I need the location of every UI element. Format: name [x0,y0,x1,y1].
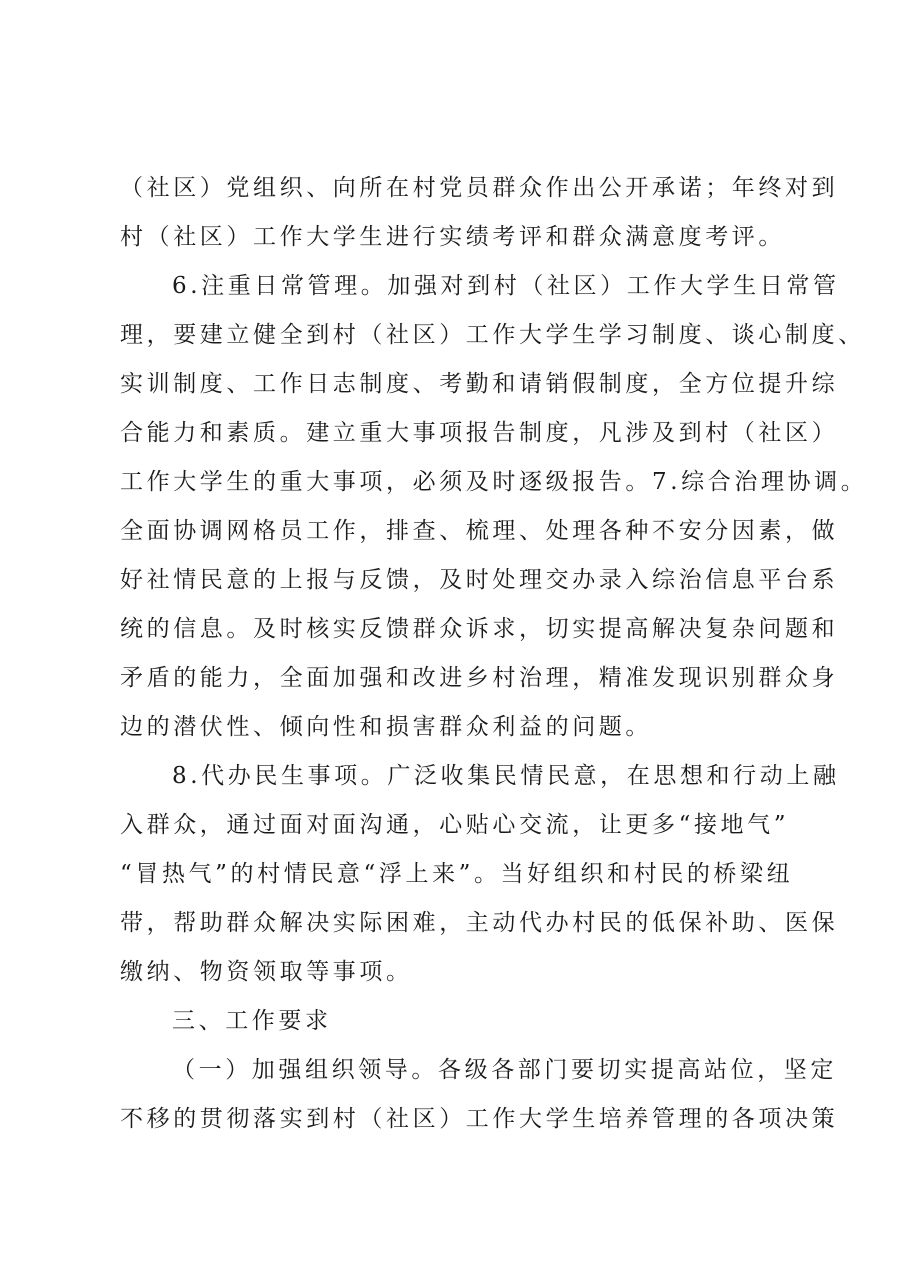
text-line: 统的信息。及时核实反馈群众诉求，切实提高解决复杂问题和 [120,616,839,642]
text-line: （社区）党组织、向所在村党员群众作出公开承诺；年终对到 [120,175,839,201]
text-line: （一）加强组织领导。各级各部门要切实提高站位，坚定 [172,1057,837,1083]
text-line: 实训制度、工作日志制度、考勤和请销假制度，全方位提升综 [120,371,839,397]
text-line: 8.代办民生事项。广泛收集民情民意，在思想和行动上融 [172,763,840,789]
text-line: 入群众，通过面对面沟通，心贴心交流，让更多“接地气” [120,812,790,838]
text-line: 理，要建立健全到村（社区）工作大学生学习制度、谈心制度、 [120,322,865,348]
text-line: 好社情民意的上报与反馈，及时处理交办录入综治信息平台系 [120,567,839,593]
section-heading: 三、工作要求 [172,1008,332,1034]
text-line: 不移的贯彻落实到村（社区）工作大学生培养管理的各项决策 [120,1106,839,1132]
text-line: 6.注重日常管理。加强对到村（社区）工作大学生日常管 [172,273,840,299]
text-line: 全面协调网格员工作，排查、梳理、处理各种不安分因素，做 [120,518,839,544]
text-line: 带，帮助群众解决实际困难，主动代办村民的低保补助、医保 [120,910,839,936]
text-line: 边的潜伏性、倾向性和损害群众利益的问题。 [120,714,652,740]
text-line: “冒热气”的村情民意“浮上来”。当好组织和村民的桥梁纽 [120,861,794,887]
text-line: 矛盾的能力，全面加强和改进乡村治理，精准发现识别群众身 [120,665,839,691]
text-line: 村（社区）工作大学生进行实绩考评和群众满意度考评。 [120,224,785,250]
document-body [120,164,868,1144]
text-line: 缴纳、物资领取等事项。 [120,959,413,985]
text-line: 工作大学生的重大事项，必须及时逐级报告。7.综合治理协调。 [120,469,868,495]
text-line: 合能力和素质。建立重大事项报告制度，凡涉及到村（社区） [120,420,839,446]
